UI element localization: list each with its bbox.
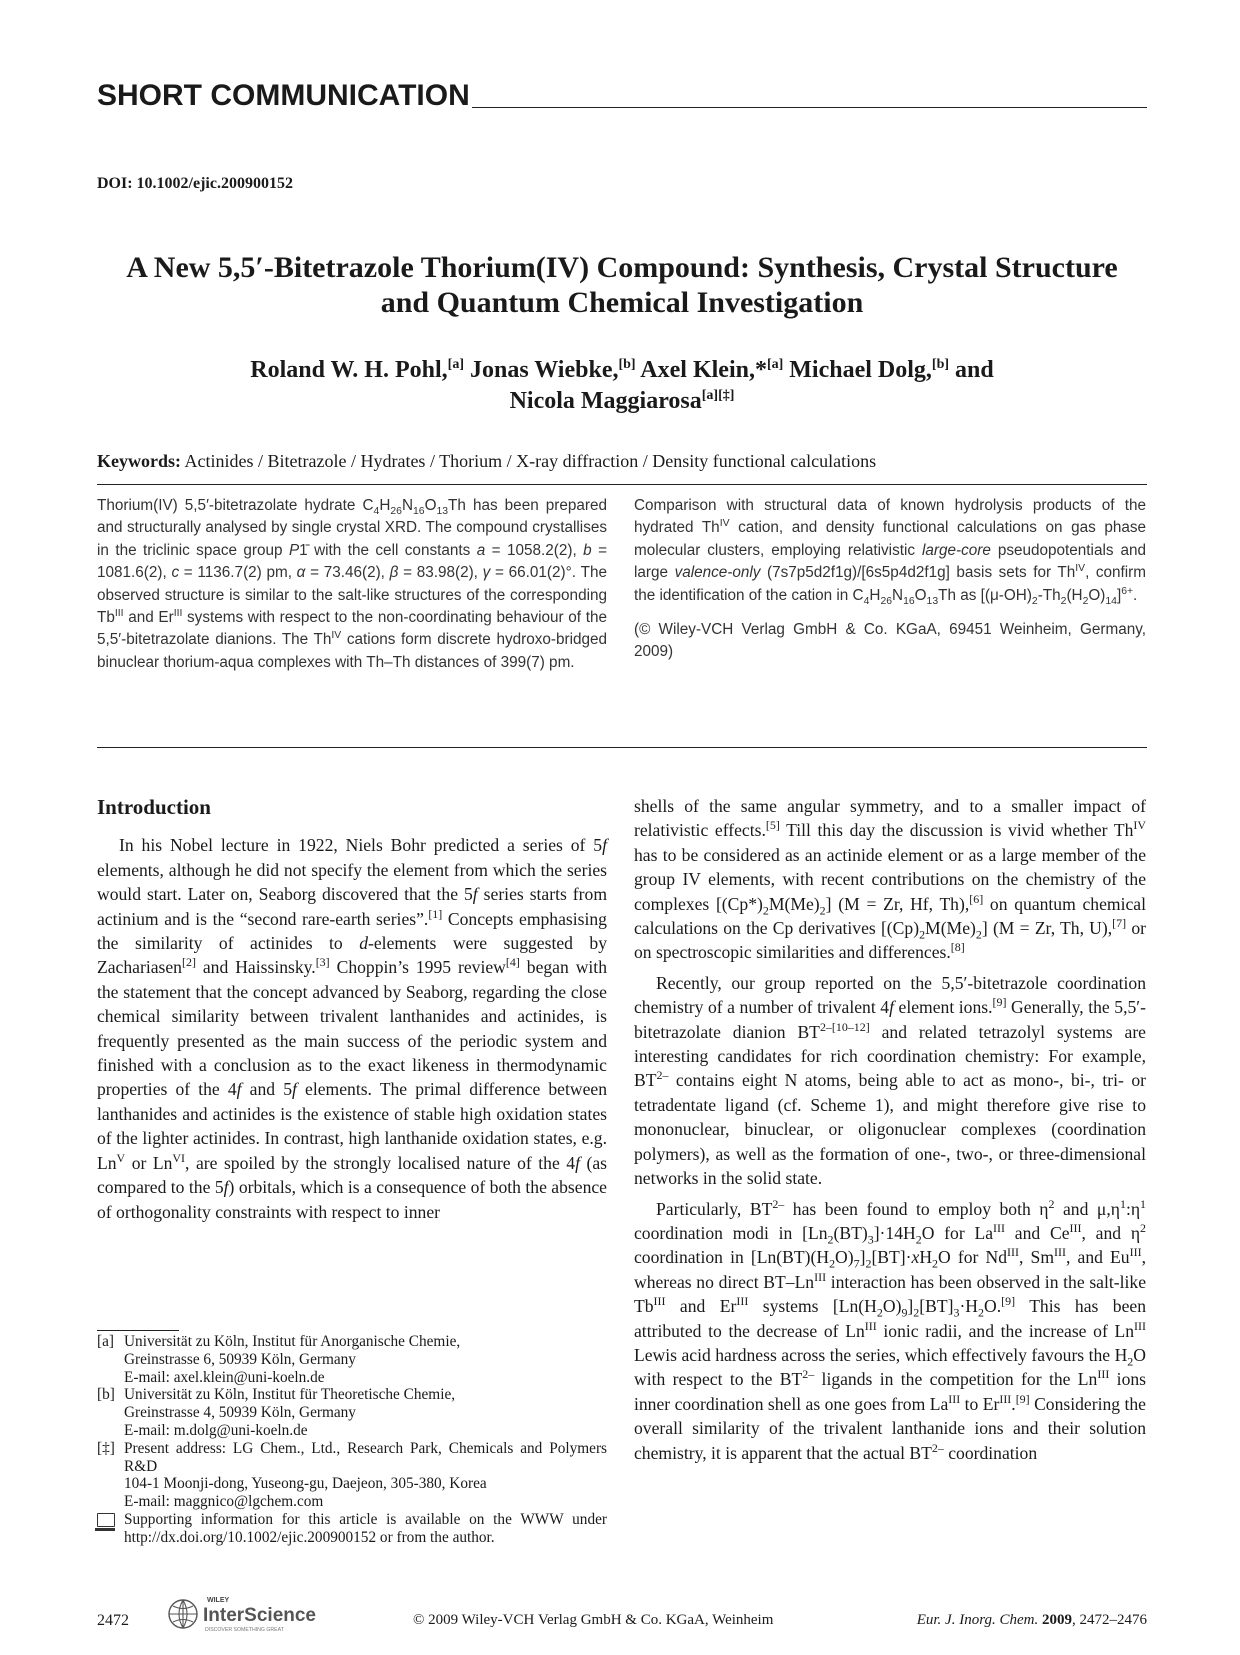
keywords-label: Keywords: xyxy=(97,451,181,471)
affiliation-mark: [a] xyxy=(447,357,464,372)
body-paragraph: Recently, our group reported on the 5,5′-bitetrazole coordination chemistry of a number of trivalent 4f element ions.[9] Generally, the 5,5′-bitetrazolate dianion $BT^{2-[10-12]}$ and related tetrazolyl systems are interesting candidates for rich coordination chemistry: For example, $BT^{2-}$ contains eight N atoms, being able to act as mono-, bi-, tri- or tetradentate ligand (cf. Scheme 1), and might therefore give rise to mononuclear, binuclear, or oligonuclear complexes (coordination polymers), as well as the formation of one-, two-, or three-dimensional networks in the solid state. xyxy=(634,972,1146,1189)
keywords-text: Actinides / Bitetrazole / Hydrates / Thorium / X-ray diffraction / Density functional calculations xyxy=(184,451,877,471)
body-paragraph: In his Nobel lecture in 1922, Niels Bohr predicted a series of 5f elements, although he did not specify the element from which the series would start. Later on, Seaborg discovered that the 5f series starts from actinium and is the “second rare-earth series”.[1] Concepts emphasising the similarity of actinides to d-elements were suggested by Zachariasen[2] and Haissinsky.[3] Choppin’s 1995 review[4] began with the statement that the concept advanced by Seaborg, regarding the close chemical similarity between trivalent lanthanides and actinides, is frequently presented as the main success of the periodic system and finished with a conclusion as to the exact likeness in thermodynamic properties of the 4f and 5f elements. The primal difference between lanthanides and actinides is the existence of stable high oxidation states of the lighter actinides. In contrast, high lanthanide oxidation states, e.g. $Ln^V$ or $Ln^{VI}$, are spoiled by the strongly localised nature of the 4f (as compared to the 5f) orbitals, which is a consequence of both the absence of orthogonality constraints with respect to inner xyxy=(97,835,608,1222)
interscience-logo[interactable] xyxy=(165,1592,335,1636)
title-line-1: A New 5,5′-Bitetrazole Thorium(IV) Compound: Synthesis, Crystal Structure xyxy=(126,251,1118,284)
body-column-left xyxy=(97,795,607,1224)
title-line-2: and Quantum Chemical Investigation xyxy=(380,286,864,319)
author-name: Nicola Maggiarosa xyxy=(509,388,702,414)
author-name: Roland W. H. Pohl, xyxy=(250,357,448,383)
journal-citation xyxy=(891,1612,1147,1629)
section-label: SHORT COMMUNICATION xyxy=(97,79,470,112)
footer-copyright: © 2009 Wiley-VCH Verlag GmbH & Co. KGaA, Weinheim xyxy=(413,1612,774,1628)
abstract-divider xyxy=(97,747,1147,748)
footnotes xyxy=(97,1333,607,1547)
abstract-copyright: (© Wiley-VCH Verlag GmbH & Co. KGaA, 69451 Weinheim, Germany, 2009) xyxy=(634,621,1146,661)
keywords xyxy=(97,451,1147,472)
author-name: Axel Klein,* xyxy=(640,357,767,383)
affiliation-mark: [a][‡] xyxy=(701,388,735,403)
abstract-right xyxy=(634,495,1146,676)
body-paragraph: Particularly, $BT^{2-}$ has been found to employ both $\eta^2$ and $\mu,\eta^1:\eta^1$ coordination modi in $[Ln_2(BT)_3]\cdot 14H_2O$ for $La^{III}$ and $Ce^{III}$, and $\eta^2$ coordination in $[Ln(BT)(H_2O)_7]_2[BT]\cdot xH_2O$ for $Nd^{III}$, $Sm^{III}$, and $Eu^{III}$, whereas no direct $BT-Ln^{III}$ interaction has been observed in the salt-like $Tb^{III}$ and $Er^{III}$ systems $[Ln(H_2O)_9]_2[BT]_3\cdot H_2O.[9]$ This has been attributed to the decrease of $Ln^{III}$ ionic radii, and the increase of $Ln^{III}$ Lewis acid hardness across the series, which effectively favours the $H_2O$ with respect to the $BT^{2-}$ ligands in the competition for the $Ln^{III}$ ions inner coordination shell as one goes from $La^{III}$ to $Er^{III}.[9]$ Considering the overall similarity of the trivalent lanthanide ions and their solution chemistry, it is apparent that the actual $BT^{2-}$ coordination xyxy=(634,1196,1147,1463)
journal-pages: , 2472–2476 xyxy=(1072,1612,1147,1628)
author-name: Michael Dolg, xyxy=(789,357,932,383)
computer-icon xyxy=(97,1513,115,1527)
author-list xyxy=(97,355,1147,417)
body-column-right xyxy=(634,794,1146,1465)
footnote-present-address: [‡] Present address: LG Chem., Ltd., Research Park, Chemicals and Polymers R&D 104-1 Moonji-dong, Yuseong-gu, Daejeon, 305-380, Korea E-mail: maggnico@lgchem.com xyxy=(97,1439,607,1511)
logo-main-text: InterScience xyxy=(203,1605,316,1626)
keywords-divider xyxy=(97,484,1147,485)
abstract-paragraph: Comparison with structural data of known hydrolysis products of the hydrated $Th^{IV}$ cation, and density functional calculations on gas phase molecular clusters, employing relativistic large-core pseudopotentials and large valence-only (7s7p5d2f1g)/[6s5p4d2f1g] basis sets for $Th^{IV}$, confirm the identification of the cation in $C_4H_{26}N_{16}O_{13}Th$ as $[(\mu-OH)_2-Th_2(H_2O)_{14}]^{6+}$. xyxy=(634,497,1147,607)
section-heading: Introduction xyxy=(97,795,211,819)
footnote-b: [b] Universität zu Köln, Institut für Theoretische Chemie, Greinstrasse 4, 50939 Köln, Germany E-mail: m.dolg@uni-koeln.de xyxy=(97,1386,456,1439)
author-name: Jonas Wiebke, xyxy=(469,357,619,383)
affiliation-mark: [a] xyxy=(766,357,784,372)
footnote-a: [a] Universität zu Köln, Institut für Anorganische Chemie, Greinstrasse 6, 50939 Köln, Germany E-mail: axel.klein@uni-koeln.de xyxy=(97,1333,461,1386)
section-header xyxy=(97,80,1147,112)
abstract-left xyxy=(97,495,607,686)
author-conjunction: and xyxy=(955,357,994,383)
globe-icon xyxy=(169,1600,197,1628)
page-number: 2472 xyxy=(97,1612,129,1629)
abstract-paragraph: Thorium(IV) 5,5′-bitetrazolate hydrate $C_4H_{26}N_{16}O_{13}Th$ has been prepared and structurally analysed by single crystal XRD. The compound crystallises in the triclinic space group P1̄ with the cell constants a = 1058.2(2), b = 1081.6(2), c = 1136.7(2) pm, α = 73.46(2), β = 83.98(2), γ = 66.01(2)°. The observed structure is similar to the salt-like structures of the corresponding $Tb^{III}$ and $Er^{III}$ systems with respect to the non-coordinating behaviour of the 5,5′-bitetrazolate dianions. The $Th^{IV}$ cations form discrete hydroxo-bridged binuclear thorium-aqua complexes with Th–Th distances of 399(7) pm. xyxy=(97,497,608,671)
article-title xyxy=(97,250,1147,320)
affiliation-mark: [b] xyxy=(931,357,950,372)
doi[interactable]: DOI: 10.1002/ejic.200900152 xyxy=(97,175,293,192)
footnote-separator xyxy=(97,1330,179,1331)
section-rule xyxy=(472,107,1147,108)
journal-name: Eur. J. Inorg. Chem. xyxy=(916,1612,1039,1628)
logo-tagline-text: DISCOVER SOMETHING GREAT xyxy=(205,1627,284,1633)
journal-year: 2009 xyxy=(1042,1612,1072,1628)
affiliation-mark: [b] xyxy=(618,357,636,372)
logo-small-text: WILEY xyxy=(207,1597,230,1604)
body-paragraph: shells of the same angular symmetry, and to a smaller impact of relativistic effects.[5] Till this day the discussion is vivid whether $Th^{IV}$ has to be considered as an actinide element or as a large member of the group IV elements, with recent contributions on the chemistry of the complexes $[(Cp*)_2M(Me)_2] (M = Zr$, Hf, Th),[6] on quantum chemical calculations on the Cp derivatives $[(Cp)_2M(Me)_2] (M = Zr$, Th, U),[7] or on spectroscopic similarities and differences.[8] xyxy=(634,796,1147,963)
footnote-supporting-info: Supporting information for this article is available on the WWW under http://dx.doi.org/10.1002/ejic.200900152 or from the author. xyxy=(97,1511,607,1547)
